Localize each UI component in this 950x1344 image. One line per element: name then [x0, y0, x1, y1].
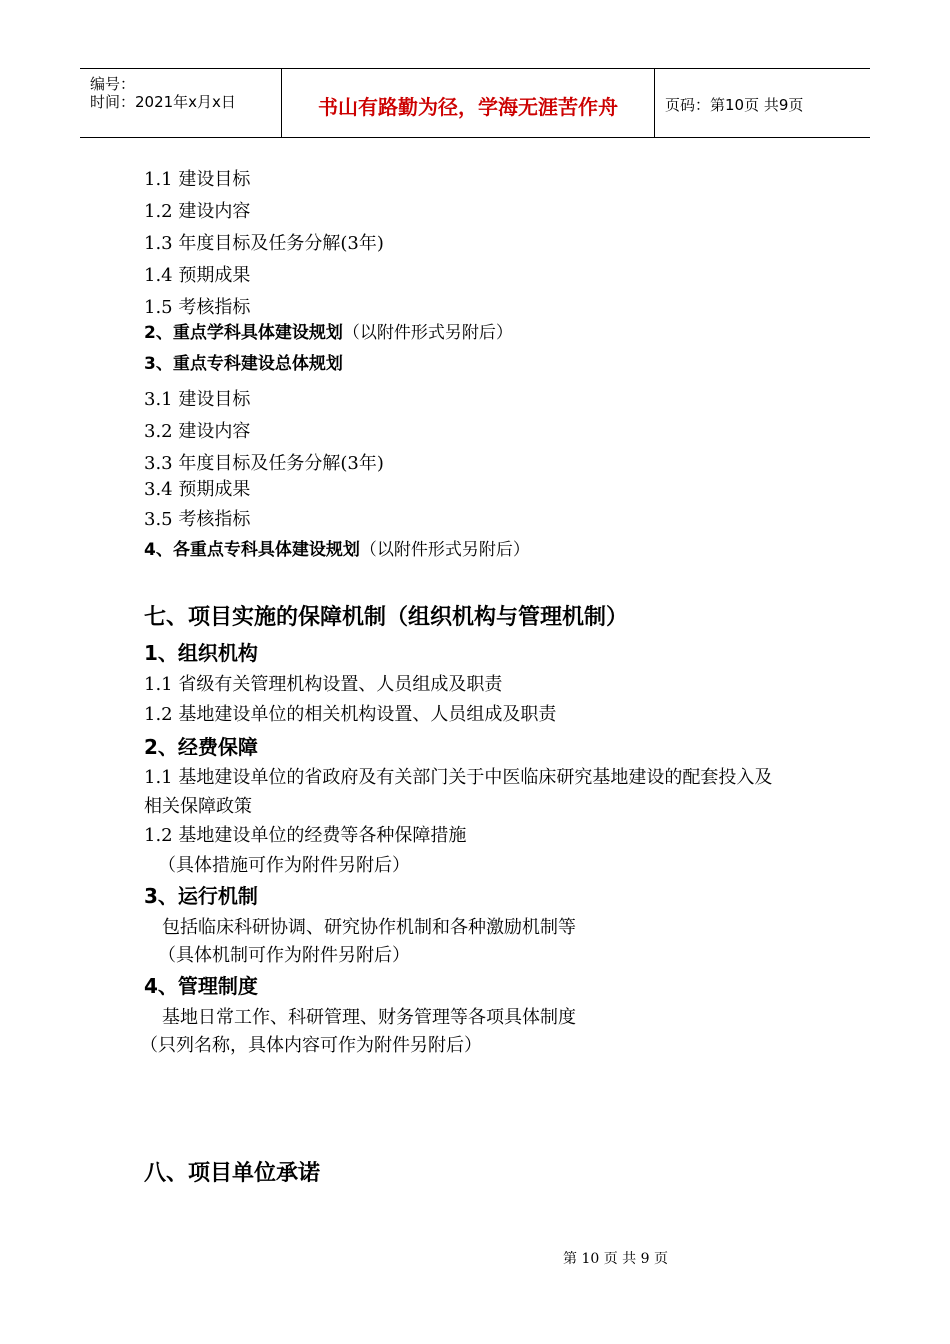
page-footer: 第 10 页 共 9 页: [563, 1251, 668, 1267]
plan-line-3-1: 3.1 建设目标: [144, 389, 251, 410]
fund-line-1b: 相关保障政策: [144, 796, 252, 817]
header-page-cell: [655, 69, 870, 137]
plan-line-1-3: 1.3 年度目标及任务分解(3年): [144, 233, 384, 254]
plan-line-3-2: 3.2 建设内容: [144, 421, 251, 442]
section-8-title: 八、项目单位承诺: [144, 1161, 321, 1186]
time-label: 时间：2021年x月x日: [90, 93, 236, 111]
plan-line-1-2: 1.2 建设内容: [144, 201, 251, 222]
plan-line-3-5: 3.5 考核指标: [144, 509, 251, 530]
plan-heading-2-note: （以附件形式另附后）: [342, 323, 513, 343]
plan-heading-4-title: 4、各重点专科具体建设规划: [144, 540, 360, 560]
mgmt-line-1: 基地日常工作、科研管理、财务管理等各项具体制度: [162, 1007, 576, 1028]
run-title: 3、运行机制: [144, 884, 258, 908]
plan-heading-4: [144, 535, 530, 560]
org-line-2: 1.2 基地建设单位的相关机构设置、人员组成及职责: [144, 704, 557, 725]
fund-note: （具体措施可作为附件另附后）: [158, 855, 410, 876]
fund-line-1a: 1.1 基地建设单位的省政府及有关部门关于中医临床研究基地建设的配套投入及: [144, 767, 773, 788]
org-title: 1、组织机构: [144, 641, 258, 665]
header-page-label: 页码：第10页 共9页: [665, 96, 804, 114]
plan-line-1-1: 1.1 建设目标: [144, 169, 251, 190]
plan-heading-2: [144, 318, 513, 343]
fund-title: 2、经费保障: [144, 735, 258, 759]
motto-text: 书山有路勤为径，学海无涯苦作舟: [318, 95, 618, 119]
fund-line-2: 1.2 基地建设单位的经费等各种保障措施: [144, 825, 467, 846]
plan-heading-4-note: （以附件形式另附后）: [359, 540, 530, 560]
header-left-cell: [80, 69, 281, 137]
mgmt-title: 4、管理制度: [144, 974, 258, 998]
section-7-title: 七、项目实施的保障机制（组织机构与管理机制）: [144, 605, 629, 630]
run-note: （具体机制可作为附件另附后）: [158, 945, 410, 966]
plan-line-3-4: 3.4 预期成果: [144, 479, 251, 500]
mgmt-note: （只列名称，具体内容可作为附件另附后）: [140, 1035, 482, 1056]
plan-heading-2-title: 2、重点学科具体建设规划: [144, 323, 343, 343]
org-line-1: 1.1 省级有关管理机构设置、人员组成及职责: [144, 674, 503, 695]
plan-line-1-4: 1.4 预期成果: [144, 265, 251, 286]
plan-heading-3: 3、重点专科建设总体规划: [144, 354, 343, 374]
plan-line-3-3: 3.3 年度目标及任务分解(3年): [144, 453, 384, 474]
run-line-1: 包括临床科研协调、研究协作机制和各种激励机制等: [162, 917, 576, 938]
plan-line-1-5: 1.5 考核指标: [144, 297, 251, 318]
header-motto-cell: [281, 69, 655, 137]
document-header: [80, 68, 870, 138]
number-label: 编号：: [90, 75, 136, 93]
